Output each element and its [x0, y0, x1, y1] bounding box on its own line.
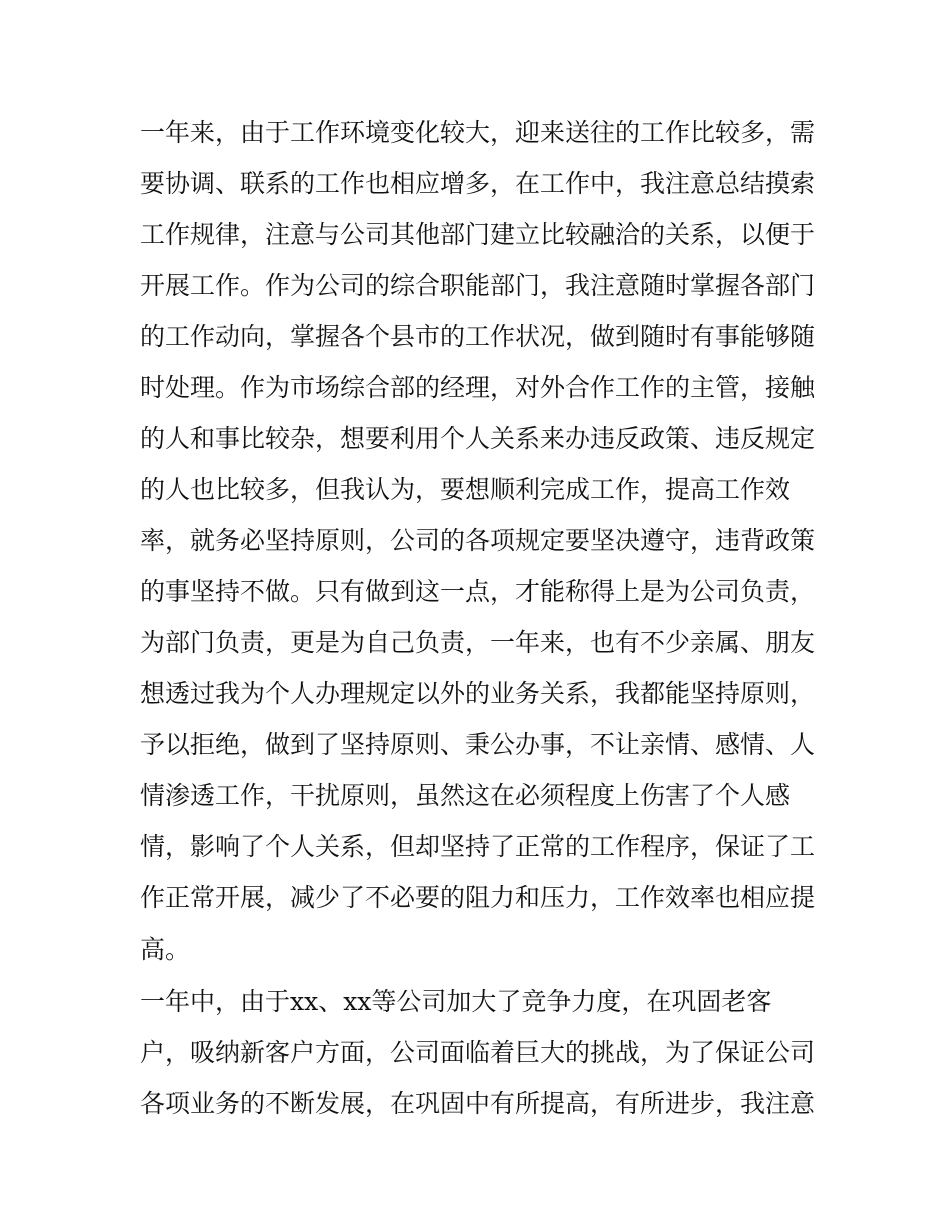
text-line: 想透过我为个人办理规定以外的业务关系，我都能坚持原则，	[140, 679, 816, 708]
text-line: 率，就务必坚持原则，公司的各项规定要坚决遵守，违背政策	[140, 526, 816, 555]
text-line: 各项业务的不断发展，在巩固中有所提高，有所进步，我注意	[140, 1089, 816, 1118]
text-line: 情渗透工作，干扰原则，虽然这在必须程度上伤害了个人感	[140, 781, 791, 810]
text-line: 户，吸纳新客户方面，公司面临着巨大的挑战，为了保证公司	[140, 1038, 816, 1067]
text-line: 的人也比较多，但我认为，要想顺利完成工作，提高工作效	[140, 475, 791, 504]
document-body	[140, 107, 820, 1129]
text-line: 作正常开展，减少了不必要的阻力和压力，工作效率也相应提	[140, 883, 816, 912]
text-line: 情，影响了个人关系，但却坚持了正常的工作程序，保证了工	[140, 832, 816, 861]
text-line: 时处理。作为市场综合部的经理，对外合作工作的主管，接触	[140, 373, 816, 402]
text-line: 开展工作。作为公司的综合职能部门，我注意随时掌握各部门	[140, 271, 816, 300]
paragraph-1	[140, 107, 820, 976]
text-line: 高。	[140, 935, 191, 964]
text-line: 的工作动向，掌握各个县市的工作状况，做到随时有事能够随	[140, 322, 816, 351]
text-line: 为部门负责，更是为自己负责，一年来，也有不少亲属、朋友	[140, 628, 816, 657]
paragraph-2	[140, 976, 820, 1129]
text-line: 一年来，由于工作环境变化较大，迎来送往的工作比较多，需	[140, 118, 816, 147]
text-line: 工作规律，注意与公司其他部门建立比较融洽的关系，以便于	[140, 220, 816, 249]
text-line: 的人和事比较杂，想要利用个人关系来办违反政策、违反规定	[140, 424, 816, 453]
text-line: 的事坚持不做。只有做到这一点，才能称得上是为公司负责，	[140, 577, 816, 606]
text-line: 一年中，由于xx、xx等公司加大了竞争力度，在巩固老客	[140, 987, 772, 1016]
text-line: 要协调、联系的工作也相应增多，在工作中，我注意总结摸索	[140, 169, 816, 198]
text-line: 予以拒绝，做到了坚持原则、秉公办事，不让亲情、感情、人	[140, 730, 816, 759]
